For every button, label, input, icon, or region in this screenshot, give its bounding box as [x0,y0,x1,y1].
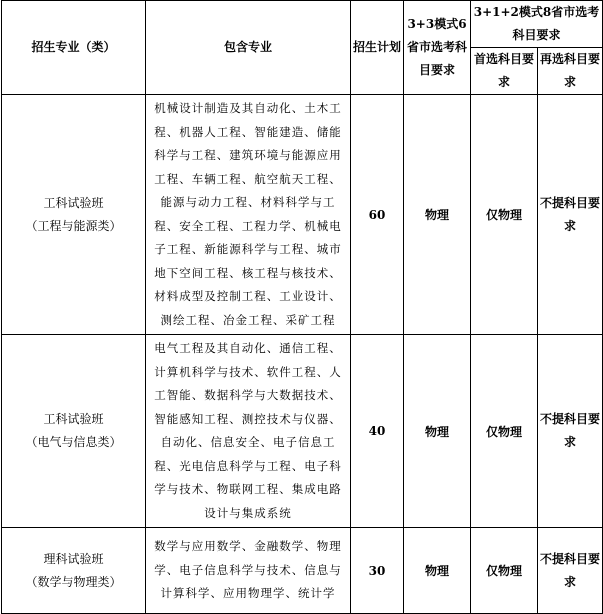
majors-cell: 电气工程及其自动化、通信工程、计算机科学与技术、软件工程、人工智能、数据科学与大数据技术、智能感知工程、测控技术与仪器、自动化、信息安全、电子信息工程、光电信息科学与工程、电子科学与技术、物联网工程、集成电路设计与集成系统 [146,335,351,528]
plan-cell: 30 [351,528,404,614]
plan-cell: 60 [351,95,404,335]
second-cell [538,528,603,614]
program-category: （数学与物理类） [25,574,122,589]
header-plan [351,1,404,95]
majors-cell: 数学与应用数学、金融数学、物理学、电子信息科学与技术、信息与计算科学、应用物理学、统计学 [146,528,351,614]
header-first [471,48,538,95]
mode33-cell: 物理 [404,335,471,528]
mode33-cell: 物理 [404,95,471,335]
header-mode33 [404,1,471,95]
majors-cell: 机械设计制造及其自动化、土木工程、机器人工程、智能建造、储能科学与工程、建筑环境与能源应用工程、车辆工程、航空航天工程、能源与动力工程、材料科学与工程、安全工程、工程力学、机械电子工程、新能源科学与工程、城市地下空间工程、核工程与核技术、材料成型及控制工程、工业设计、测绘工程、冶金工程、采矿工程 [146,95,351,335]
table-row [2,335,603,528]
second-text: 不提科目要求 [540,412,601,449]
first-cell: 仅物理 [471,95,538,335]
header-mode312-text: 3+1+2模式8省市选考科目要求 [473,5,600,42]
header-row [2,1,603,48]
header-majors: 包含专业 [146,1,351,95]
header-plan-text: 招生计划 [353,40,402,54]
table-row [2,95,603,335]
header-second-text: 再选科目要求 [540,52,601,89]
second-text: 不提科目要求 [540,551,601,589]
admission-table [1,0,603,614]
program-category: （工程与能源类） [25,218,122,233]
second-cell [538,95,603,335]
header-program: 招生专业（类） [2,1,146,95]
header-first-text: 首选科目要求 [473,52,534,89]
header-mode33-text: 3+3模式6省市选考科目要求 [406,17,467,77]
second-text: 不提科目要求 [540,195,601,233]
header-mode312 [471,1,603,48]
program-name: 工科试验班 [43,412,104,426]
first-cell: 仅物理 [471,528,538,614]
mode33-cell: 物理 [404,528,471,614]
program-cell [2,95,146,335]
program-name: 理科试验班 [43,551,104,566]
second-cell [538,335,603,528]
program-name: 工科试验班 [43,195,104,210]
plan-cell: 40 [351,335,404,528]
table-row [2,528,603,614]
first-cell: 仅物理 [471,335,538,528]
program-cell [2,335,146,528]
program-category: （电气与信息类） [25,435,122,449]
program-cell [2,528,146,614]
header-second [538,48,603,95]
